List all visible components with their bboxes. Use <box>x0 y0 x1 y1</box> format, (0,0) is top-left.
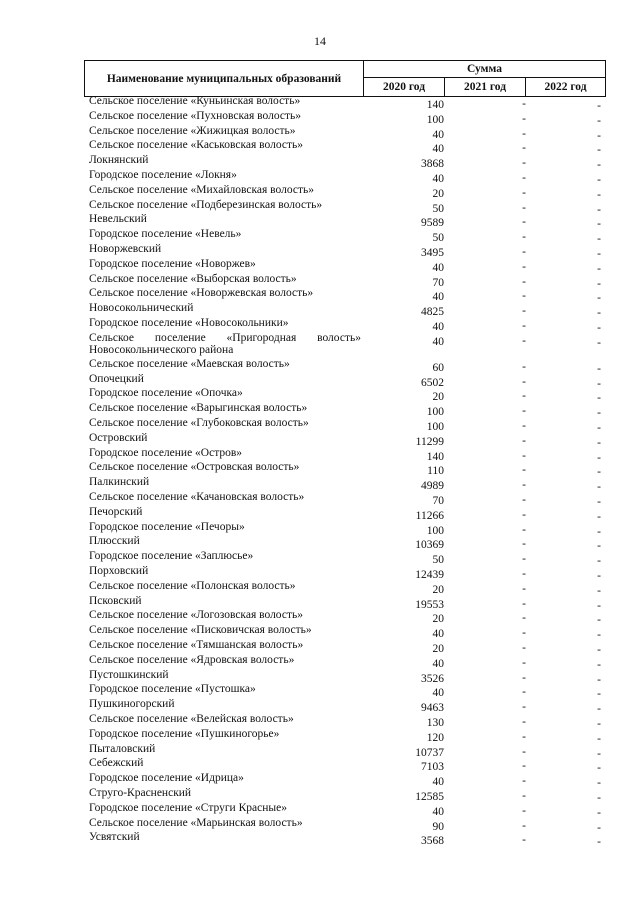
amount-2021: - <box>522 582 526 595</box>
table-row <box>0 609 640 627</box>
amount-2020: 10369 <box>415 539 444 552</box>
table-row <box>0 154 640 172</box>
table-row <box>0 565 640 580</box>
amount-2022: - <box>597 791 601 804</box>
amount-2021: - <box>522 290 526 303</box>
amount-2020: 40 <box>432 143 444 156</box>
municipality-name: Городское поселение «Остров» <box>89 446 243 459</box>
amount-2021: - <box>522 201 526 214</box>
amount-2021: - <box>522 360 526 373</box>
amount-2020: 40 <box>432 657 444 670</box>
page-number: 14 <box>314 34 326 48</box>
amount-2021: - <box>522 834 526 847</box>
amount-2021: - <box>522 730 526 743</box>
amount-2022: - <box>597 392 601 405</box>
amount-2021: - <box>522 172 526 184</box>
amount-2022: - <box>597 218 601 231</box>
amount-2021: - <box>522 627 526 640</box>
table-row <box>0 228 640 246</box>
amount-2021: - <box>522 804 526 817</box>
table-row <box>0 302 640 320</box>
amount-2020: 11299 <box>415 435 444 448</box>
amount-2021: - <box>522 390 526 403</box>
municipality-name: Палкинский <box>89 476 150 489</box>
amount-2021: - <box>522 760 526 773</box>
municipality-name: Сельское поселение «Подберезинская волость» <box>89 198 323 211</box>
amount-2022: - <box>597 188 601 201</box>
municipality-name: Пушкиногорский <box>89 698 175 711</box>
table-row <box>0 95 640 110</box>
municipality-name: Сельское поселение «Островская волость» <box>89 461 300 474</box>
amount-2021: - <box>522 656 526 669</box>
amount-2020: 12585 <box>415 790 444 803</box>
amount-2022: - <box>597 762 601 775</box>
amount-2021: - <box>522 305 526 318</box>
table-row <box>0 447 640 462</box>
table-row <box>0 683 640 701</box>
amount-2021: - <box>522 449 526 462</box>
amount-2020: 50 <box>432 202 444 215</box>
municipality-name: Сельское поселение «Тямшанская волость» <box>89 638 304 651</box>
table-row <box>0 772 640 790</box>
amount-2020: 140 <box>426 450 444 463</box>
amount-2022: - <box>597 233 601 246</box>
table-row <box>0 373 640 388</box>
amount-2022: - <box>597 510 601 523</box>
header-year-2021: 2021 год <box>445 78 526 96</box>
amount-2020: 110 <box>427 465 444 478</box>
amount-2022: - <box>597 836 601 849</box>
amount-2022: - <box>597 377 601 390</box>
amount-2020: 100 <box>426 420 444 433</box>
amount-2022: - <box>597 174 601 186</box>
amount-2020: 100 <box>426 113 444 126</box>
municipality-name: Пыталовский <box>89 742 156 755</box>
table-row <box>0 331 640 356</box>
amount-2020: 12439 <box>415 568 444 581</box>
municipality-name: Островский <box>89 431 148 444</box>
table-row <box>0 199 640 214</box>
amount-2020: 11266 <box>415 509 444 522</box>
amount-2022: - <box>597 732 601 745</box>
name-word: волость» <box>317 331 361 344</box>
header-year-2022: 2022 год <box>544 81 587 93</box>
table-row <box>0 402 640 420</box>
amount-2021: - <box>522 405 526 418</box>
amount-2021: - <box>522 260 526 273</box>
amount-2020: 10737 <box>415 746 444 759</box>
municipality-name-line2: Новосокольнического района <box>89 343 234 356</box>
table-row <box>0 125 640 140</box>
amount-2020: 19553 <box>415 598 444 611</box>
amount-2022: - <box>597 555 601 568</box>
table-row <box>0 432 640 447</box>
table-row <box>0 580 640 595</box>
name-word: «Пригородная <box>226 331 297 344</box>
amount-2020: 70 <box>432 276 444 289</box>
table-row <box>0 654 640 669</box>
municipality-name: Городское поселение «Пушкиногорье» <box>89 727 280 740</box>
table-row <box>0 550 640 568</box>
municipality-name: Сельское поселение «Куньинская волость» <box>89 95 301 107</box>
amount-2021: - <box>522 523 526 536</box>
municipality-name: Себежский <box>89 757 144 770</box>
amount-2020: 40 <box>432 321 444 333</box>
municipality-name: Пустошкинский <box>89 668 169 681</box>
amount-2022: - <box>597 466 601 479</box>
amount-2022: - <box>597 614 601 627</box>
municipality-name: Новосокольнический <box>89 302 194 315</box>
municipality-name: Сельское поселение «Жижицкая волость» <box>89 124 296 137</box>
amount-2022: - <box>597 495 601 508</box>
municipality-name: Локнянский <box>89 154 149 167</box>
municipality-name: Сельское поселение «Варыгинская волость» <box>89 402 308 415</box>
table-row <box>0 757 640 775</box>
table-row <box>0 184 640 199</box>
table-row <box>0 491 640 506</box>
municipality-name: Печорский <box>89 505 143 518</box>
table-header <box>84 60 606 97</box>
table-row <box>0 387 640 405</box>
table-row <box>0 639 640 654</box>
municipality-name: Сельское поселение «Каськовская волость» <box>89 139 304 152</box>
amount-2020: 90 <box>432 820 444 833</box>
amount-2021: - <box>522 464 526 477</box>
municipality-name: Плюсский <box>89 535 140 548</box>
amount-2021: - <box>522 819 526 832</box>
amount-2022: - <box>597 436 601 449</box>
amount-2022: - <box>597 362 601 375</box>
table-row <box>0 476 640 494</box>
municipality-name: Струго-Красненский <box>89 786 192 799</box>
amount-2022: - <box>597 114 601 127</box>
amount-2022: - <box>597 806 601 819</box>
amount-2022: - <box>597 292 601 305</box>
amount-2020: 7103 <box>421 761 444 774</box>
amount-2021: - <box>522 375 526 388</box>
amount-2021: - <box>522 142 526 155</box>
header-name-column: Наименование муниципальных образований <box>85 61 364 96</box>
municipality-name <box>89 332 361 344</box>
table-row <box>0 461 640 479</box>
amount-2020: 3495 <box>421 247 444 259</box>
table-row <box>0 713 640 728</box>
amount-2022: - <box>597 100 601 112</box>
amount-2020: 40 <box>432 335 444 348</box>
amount-2020: 4825 <box>421 306 444 319</box>
table-row <box>0 358 640 373</box>
amount-2021: - <box>522 186 526 199</box>
municipality-name: Городское поселение «Пустошка» <box>89 683 256 696</box>
amount-2021: - <box>522 157 526 170</box>
amount-2021: - <box>522 479 526 492</box>
amount-2022: - <box>597 747 601 760</box>
municipality-name: Сельское поселение «Глубоковская волость» <box>89 416 309 429</box>
table-row <box>0 417 640 432</box>
amount-2020: 40 <box>432 628 444 641</box>
municipality-name: Городское поселение «Идрица» <box>89 772 244 785</box>
amount-2021: - <box>522 745 526 758</box>
municipality-name: Порховский <box>89 564 149 577</box>
amount-2020: 20 <box>432 642 444 655</box>
table-row <box>0 728 640 743</box>
amount-2022: - <box>597 451 601 464</box>
amount-2021: - <box>522 419 526 432</box>
amount-2021: - <box>522 686 526 699</box>
amount-2022: - <box>597 525 601 538</box>
amount-2020: 4989 <box>421 480 444 493</box>
municipality-name: Городское поселение «Новоржев» <box>89 257 256 270</box>
amount-2021: - <box>522 246 526 258</box>
amount-2020: 6502 <box>421 376 444 389</box>
name-word: Сельское <box>89 331 135 344</box>
amount-2021: - <box>522 320 526 332</box>
municipality-name: Псковский <box>89 594 142 607</box>
amount-2020: 20 <box>432 583 444 596</box>
table-row <box>0 802 640 817</box>
table-row <box>0 506 640 521</box>
amount-2022: - <box>597 540 601 553</box>
table-row <box>0 521 640 536</box>
amount-2020: 40 <box>432 261 444 274</box>
amount-2022: - <box>597 821 601 834</box>
amount-2021: - <box>522 112 526 125</box>
amount-2020: 20 <box>432 187 444 200</box>
municipality-name: Сельское поселение «Пухновская волость» <box>89 109 302 122</box>
amount-2020: 3868 <box>421 158 444 171</box>
table-row <box>0 213 640 231</box>
amount-2021: - <box>522 715 526 728</box>
municipality-name: Усвятский <box>89 831 140 844</box>
amount-2022: - <box>597 643 601 656</box>
amount-2020: 50 <box>432 554 444 567</box>
amount-2022: - <box>597 599 601 612</box>
amount-2022: - <box>597 703 601 716</box>
amount-2020: 50 <box>432 232 444 245</box>
amount-2022: - <box>597 203 601 216</box>
amount-2022: - <box>597 262 601 275</box>
amount-2021: - <box>522 671 526 684</box>
amount-2022: - <box>597 159 601 172</box>
amount-2021: - <box>522 775 526 788</box>
amount-2021: - <box>522 641 526 654</box>
amount-2022: - <box>597 481 601 494</box>
municipality-name: Сельское поселение «Новоржевская волость» <box>89 287 314 300</box>
table-row <box>0 669 640 684</box>
table-row <box>0 743 640 758</box>
amount-2020: 70 <box>432 494 444 507</box>
amount-2020: 3568 <box>421 835 444 848</box>
table-row <box>0 287 640 305</box>
amount-2022: - <box>597 673 601 686</box>
table-row <box>0 258 640 273</box>
table-row <box>0 624 640 642</box>
amount-2020: 40 <box>432 173 444 185</box>
amount-2021: - <box>522 434 526 447</box>
amount-2021: - <box>522 231 526 244</box>
amount-2022: - <box>597 569 601 582</box>
amount-2022: - <box>597 144 601 157</box>
amount-2021: - <box>522 98 526 110</box>
municipality-name: Городское поселение «Заплюсье» <box>89 550 254 563</box>
amount-2021: - <box>522 538 526 551</box>
municipality-name: Новоржевский <box>89 243 162 255</box>
municipality-name: Сельское поселение «Качановская волость» <box>89 490 305 503</box>
amount-2021: - <box>522 553 526 566</box>
table-row <box>0 698 640 716</box>
municipality-name: Сельское поселение «Ядровская волость» <box>89 653 295 666</box>
table-row <box>0 273 640 288</box>
table-row <box>0 595 640 610</box>
table-row <box>0 535 640 553</box>
amount-2022: - <box>597 777 601 790</box>
table-row <box>0 317 640 332</box>
header-sum-column: Сумма <box>364 61 605 78</box>
amount-2020: 130 <box>426 716 444 729</box>
amount-2022: - <box>597 307 601 320</box>
table-row <box>0 139 640 157</box>
municipality-name: Городское поселение «Струги Красные» <box>89 801 287 814</box>
municipality-name: Сельское поселение «Маевская волость» <box>89 357 290 370</box>
municipality-name: Городское поселение «Локня» <box>89 169 237 181</box>
amount-2020: 9463 <box>421 702 444 715</box>
amount-2022: - <box>597 717 601 730</box>
amount-2020: 100 <box>426 524 444 537</box>
amount-2021: - <box>522 597 526 610</box>
amount-2020: 120 <box>426 731 444 744</box>
municipality-name: Сельское поселение «Полонская волость» <box>89 579 296 592</box>
amount-2022: - <box>597 658 601 671</box>
municipality-name: Сельское поселение «Михайловская волость» <box>89 183 315 196</box>
amount-2020: 60 <box>432 361 444 374</box>
municipality-name: Городское поселение «Невель» <box>89 228 242 241</box>
amount-2022: - <box>597 336 601 349</box>
table-row <box>0 243 640 258</box>
table-row <box>0 110 640 125</box>
amount-2022: - <box>597 322 601 334</box>
amount-2020: 40 <box>432 805 444 818</box>
amount-2022: - <box>597 407 601 420</box>
amount-2021: - <box>522 493 526 506</box>
amount-2020: 40 <box>432 776 444 789</box>
table-row <box>0 787 640 802</box>
name-word: поселение <box>154 331 206 344</box>
table-row <box>0 817 640 832</box>
amount-2020: 40 <box>432 687 444 700</box>
amount-2020: 100 <box>426 406 444 419</box>
amount-2021: - <box>522 701 526 714</box>
amount-2020: 20 <box>432 391 444 404</box>
municipality-name: Сельское поселение «Велейская волость» <box>89 712 294 725</box>
amount-2020: 40 <box>432 128 444 141</box>
amount-2020: 9589 <box>421 217 444 230</box>
amount-2022: - <box>597 688 601 701</box>
amount-2021: - <box>522 216 526 229</box>
amount-2022: - <box>597 421 601 434</box>
amount-2022: - <box>597 129 601 142</box>
amount-2021: - <box>522 275 526 288</box>
amount-2021: - <box>522 612 526 625</box>
amount-2021: - <box>522 127 526 140</box>
amount-2020: 3526 <box>421 672 444 685</box>
amount-2021: - <box>522 508 526 521</box>
amount-2021: - <box>522 567 526 580</box>
amount-2022: - <box>597 629 601 642</box>
amount-2021: - <box>522 334 526 347</box>
municipality-name: Городское поселение «Печоры» <box>89 520 245 533</box>
amount-2020: 140 <box>426 99 444 111</box>
municipality-name: Сельское поселение «Писковичская волость» <box>89 624 312 637</box>
municipality-name: Сельское поселение «Выборская волость» <box>89 272 297 285</box>
municipality-name: Опочецкий <box>89 372 144 385</box>
table-row <box>0 831 640 849</box>
municipality-name: Городское поселение «Новосокольники» <box>89 317 289 329</box>
table-row <box>0 169 640 184</box>
amount-2022: - <box>597 248 601 260</box>
amount-2020: 20 <box>432 613 444 626</box>
amount-2020: 40 <box>432 291 444 304</box>
municipality-name: Городское поселение «Опочка» <box>89 387 243 400</box>
amount-2021: - <box>522 789 526 802</box>
header-year-2020: 2020 год <box>364 78 445 96</box>
municipality-name: Сельское поселение «Логозовская волость» <box>89 609 303 622</box>
amount-2022: - <box>597 584 601 597</box>
amount-2022: - <box>597 277 601 290</box>
municipality-name: Невельский <box>89 213 147 226</box>
municipality-name: Сельское поселение «Марьинская волость» <box>89 816 303 829</box>
